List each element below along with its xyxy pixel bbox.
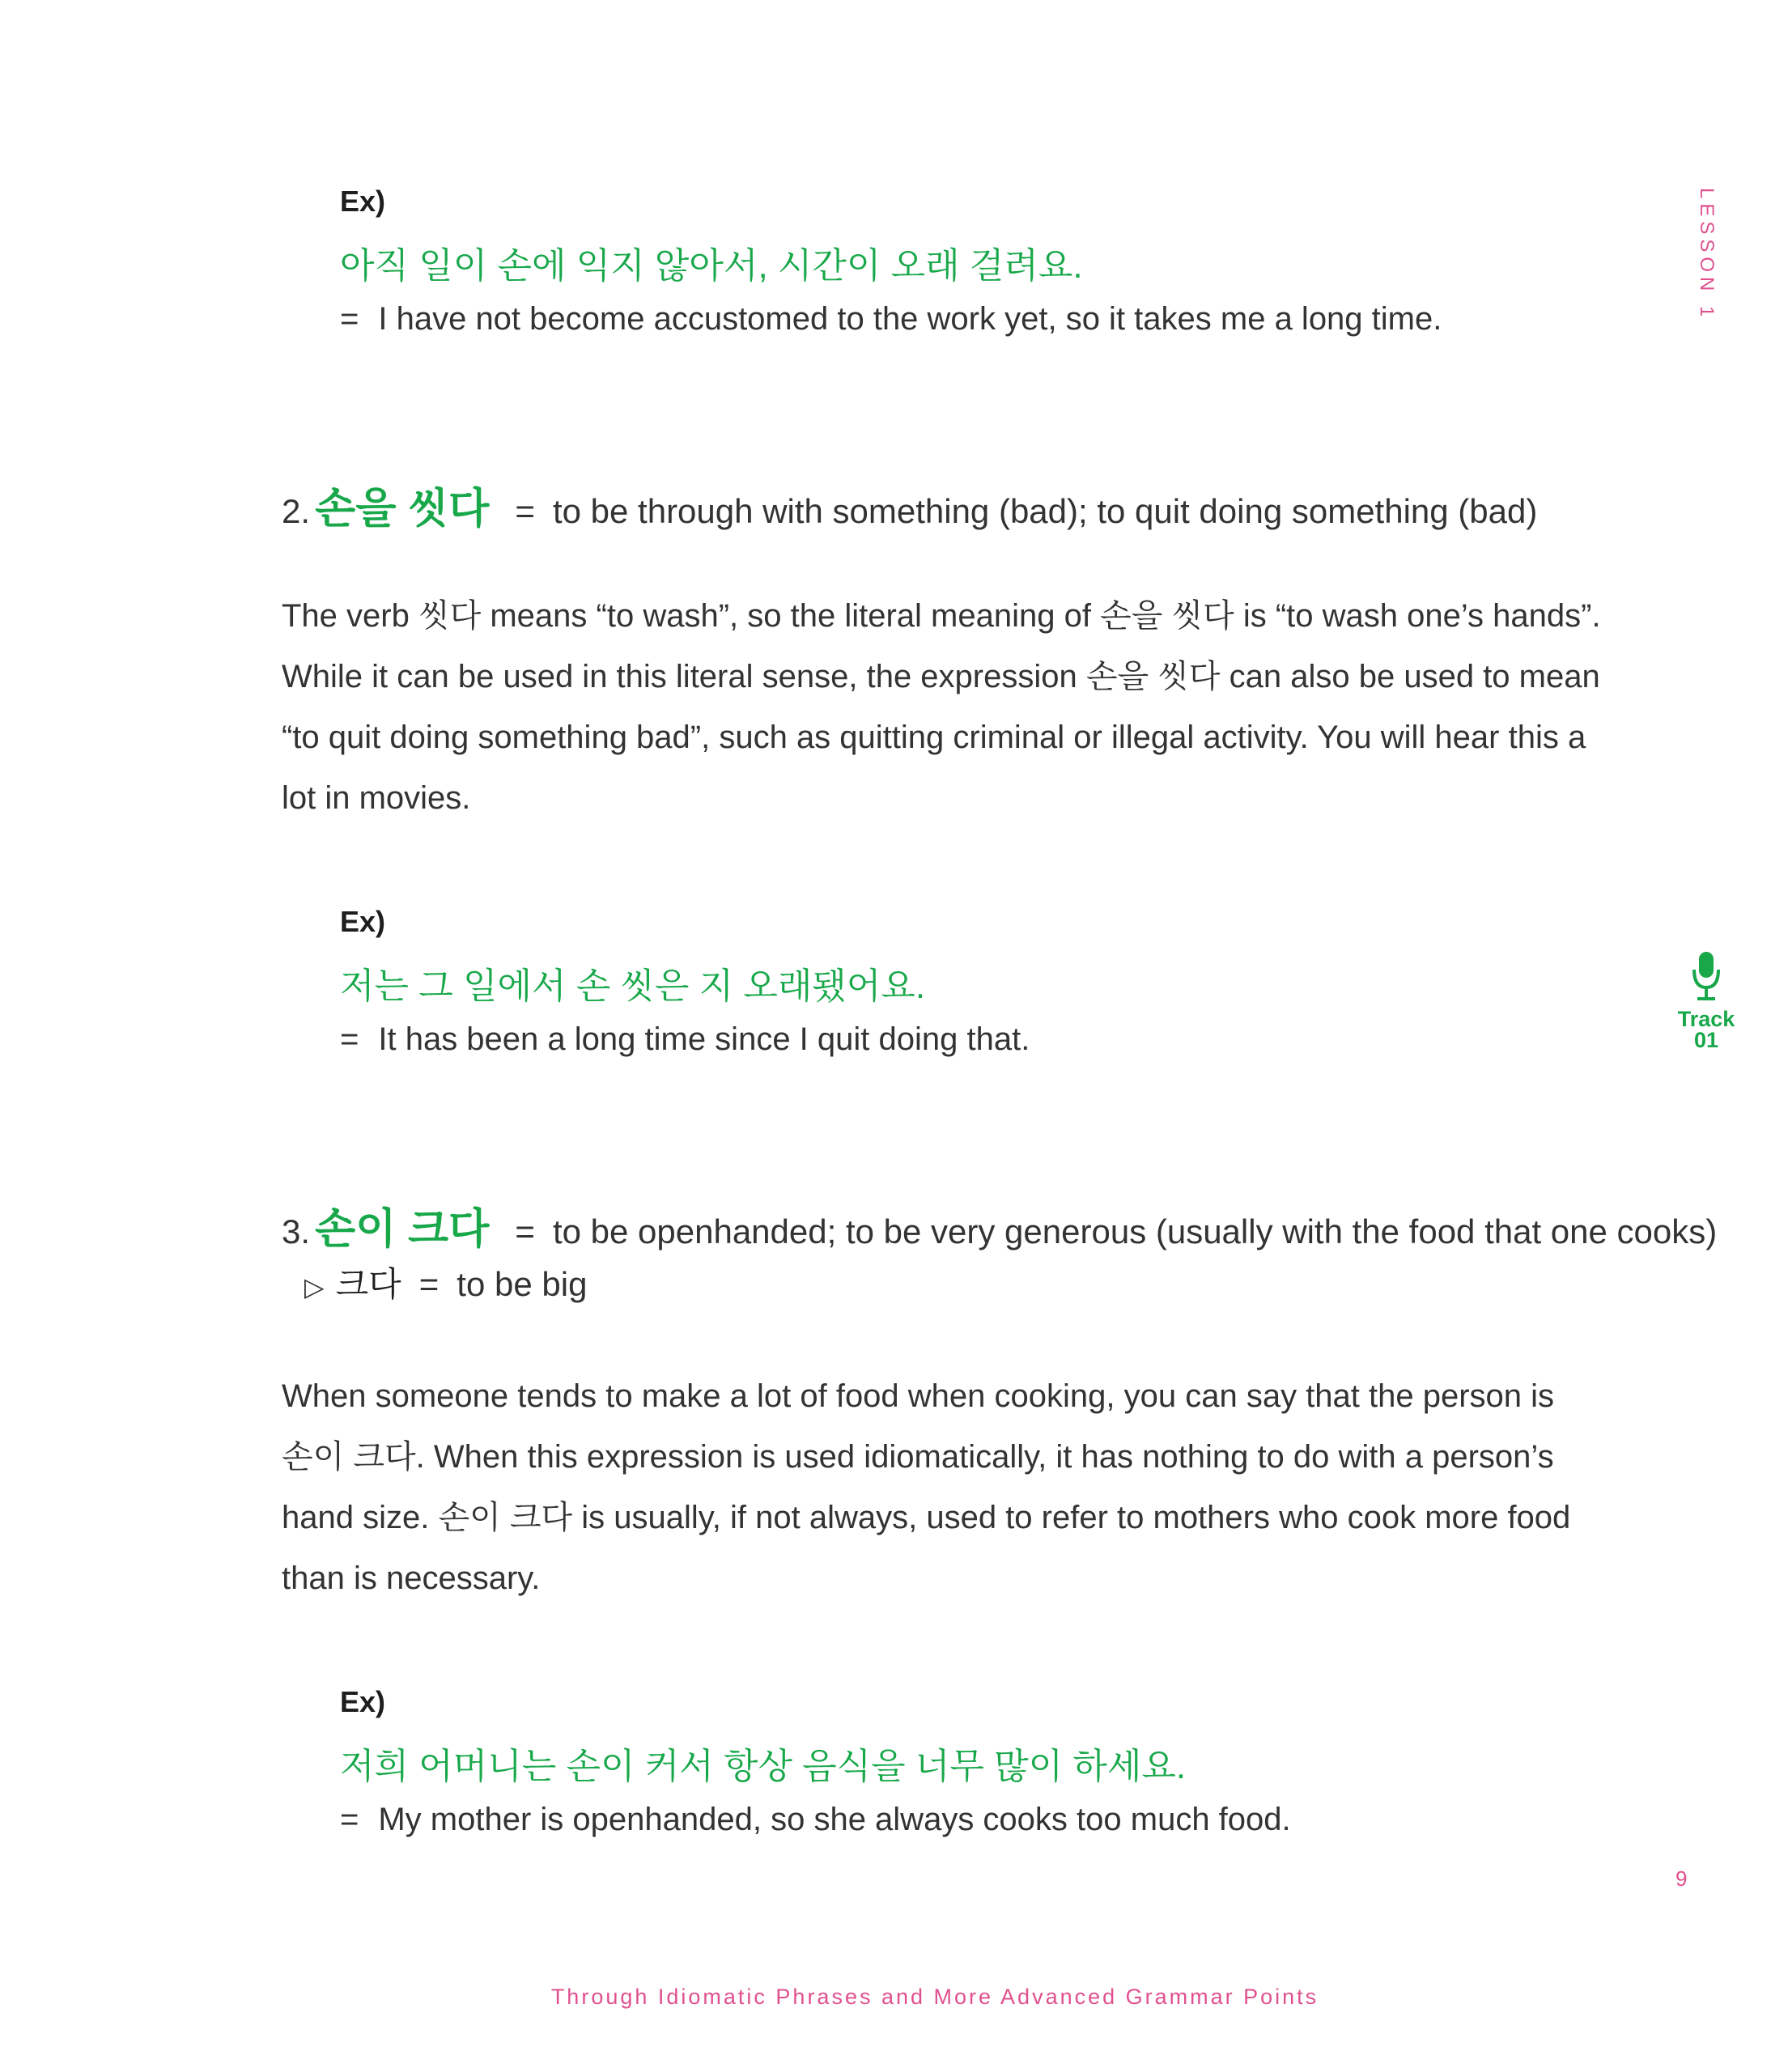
paragraph-line: The verb 씻다 means “to wash”, so the literal meaning of 손을 씻다 is “to wash one’s hands”. bbox=[282, 598, 1601, 634]
track-label: Track bbox=[1677, 1007, 1735, 1031]
audio-track-badge bbox=[1672, 950, 1740, 1051]
equals-sign: = bbox=[340, 1802, 359, 1837]
page-number: 9 bbox=[1675, 1866, 1688, 1891]
expression-number: 2. bbox=[282, 492, 311, 530]
vocabulary-definition: to be big bbox=[457, 1265, 588, 1303]
example-label: Ex) bbox=[340, 1685, 386, 1718]
example-label: Ex) bbox=[340, 185, 386, 218]
vocabulary-word: 크다 bbox=[335, 1265, 401, 1303]
expression-definition: to be through with something (bad); to quit doing something (bad) bbox=[552, 492, 1538, 530]
track-number: 01 bbox=[1693, 1028, 1719, 1052]
footer-title: Through Idiomatic Phrases and More Advanced Grammar Points bbox=[550, 1985, 1319, 2009]
expression-definition: to be openhanded; to be very generous (usually with the food that one cooks) bbox=[552, 1212, 1718, 1250]
explanation-paragraph-3 bbox=[282, 1366, 1570, 1609]
lesson-side-label: LESSON 1 bbox=[1696, 188, 1718, 322]
translation-text: My mother is openhanded, so she always cooks too much food. bbox=[378, 1802, 1291, 1837]
triangle-marker-icon: ▷ bbox=[304, 1272, 325, 1301]
expression-number: 3. bbox=[282, 1212, 311, 1250]
equals-sign: = bbox=[340, 1021, 359, 1057]
example-korean-sentence: 저는 그 일에서 손 씻은 지 오래됐어요. bbox=[340, 966, 926, 1006]
example-translation bbox=[340, 1021, 1030, 1058]
explanation-paragraph-2 bbox=[282, 586, 1601, 829]
paragraph-line: than is necessary. bbox=[282, 1560, 541, 1596]
paragraph-line: lot in movies. bbox=[282, 780, 471, 816]
expression-heading-2 bbox=[282, 474, 1537, 535]
translation-text: It has been a long time since I quit doing that. bbox=[378, 1021, 1030, 1057]
example-translation bbox=[340, 1802, 1291, 1838]
expression-keyword: 손이 크다 bbox=[315, 1206, 490, 1253]
example-korean-sentence: 아직 일이 손에 익지 않아서, 시간이 오래 걸려요. bbox=[340, 246, 1083, 286]
paragraph-line: “to quit doing something bad”, such as quitting criminal or illegal activity. You will hear this a bbox=[282, 720, 1586, 755]
example-translation bbox=[340, 301, 1442, 338]
expression-heading-3 bbox=[282, 1195, 1717, 1255]
paragraph-line: When someone tends to make a lot of food when cooking, you can say that the person is bbox=[282, 1378, 1555, 1414]
microphone-icon bbox=[1690, 950, 1722, 1004]
example-label: Ex) bbox=[340, 905, 386, 938]
example-korean-sentence: 저희 어머니는 손이 커서 항상 음식을 너무 많이 하세요. bbox=[340, 1747, 1187, 1786]
paragraph-line: 손이 크다. When this expression is used idiomatically, it has nothing to do with a person’s bbox=[282, 1439, 1554, 1475]
paragraph-line: While it can be used in this literal sense, the expression 손을 씻다 can also be used to mean bbox=[282, 659, 1600, 694]
equals-sign: = bbox=[515, 492, 535, 530]
vocabulary-note bbox=[304, 1258, 587, 1306]
equals-sign: = bbox=[515, 1212, 535, 1250]
equals-sign: = bbox=[418, 1265, 440, 1303]
expression-keyword: 손을 씻다 bbox=[315, 486, 490, 533]
equals-sign: = bbox=[340, 301, 359, 337]
paragraph-line: hand size. 손이 크다 is usually, if not always, used to refer to mothers who cook more food bbox=[282, 1500, 1571, 1535]
translation-text: I have not become accustomed to the work yet, so it takes me a long time. bbox=[378, 301, 1442, 337]
